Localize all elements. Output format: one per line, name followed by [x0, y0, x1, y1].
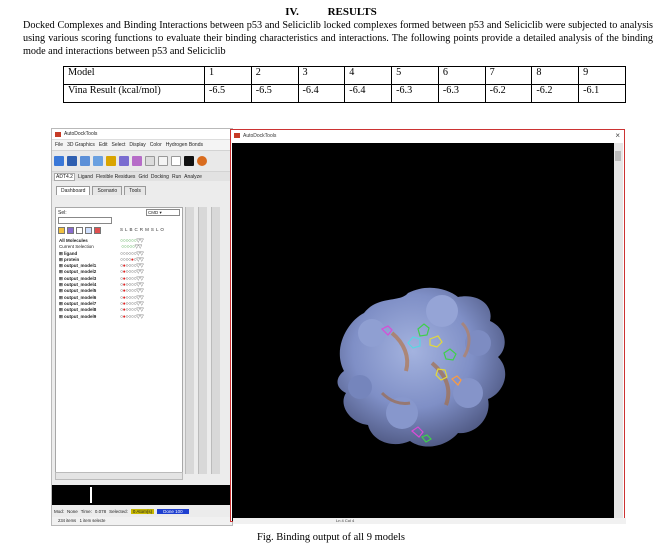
timeline-knob[interactable] — [90, 487, 92, 503]
toggle-row[interactable]: ○●○○○○▽▽ — [120, 269, 144, 276]
status-time-value: 0.078 — [94, 509, 107, 514]
protein-surface-render — [232, 143, 614, 521]
text-icon[interactable] — [171, 156, 181, 166]
toggle-row[interactable]: ○○○○○▽▽ — [120, 244, 142, 251]
pointer-icon[interactable] — [58, 227, 65, 234]
model-cell: 5 — [392, 67, 439, 85]
open-icon[interactable] — [54, 156, 64, 166]
vina-cell: -6.3 — [438, 85, 485, 103]
tree-item[interactable]: All Molecules — [59, 238, 88, 243]
close-icon[interactable]: × — [615, 131, 620, 140]
columns-header: S L B C R M S L O — [120, 227, 165, 232]
tree-item[interactable]: ⊞ protein — [59, 256, 80, 262]
tree-item[interactable]: ⊞ output_model8 — [59, 307, 97, 313]
edit-icon[interactable] — [67, 227, 74, 234]
tree-item-label: output_model2 — [64, 269, 97, 275]
panel-divider[interactable] — [185, 207, 194, 474]
adt-logo-icon — [55, 132, 61, 137]
viewer-window — [230, 129, 625, 522]
menu-file[interactable]: File — [55, 142, 64, 148]
table-row-vina — [64, 85, 626, 103]
adt-title: AutoDockTools — [64, 131, 98, 137]
undo-icon[interactable] — [80, 156, 90, 166]
tree-item[interactable]: ⊞ output_model5 — [59, 288, 97, 294]
section-heading — [0, 6, 662, 18]
tab-analyze[interactable]: Analyze — [184, 173, 202, 180]
status-mod-label: Mod: — [54, 509, 65, 514]
panel-divider[interactable] — [198, 207, 207, 474]
tree-item[interactable]: ⊞ ligand — [59, 250, 78, 256]
toggle-row[interactable]: ○●○○○○▽▽ — [120, 282, 144, 289]
status-items: 234 items — [58, 518, 77, 523]
tree-item-label: ligand — [64, 250, 78, 256]
tab-adt[interactable]: ADT4.2 — [56, 173, 73, 180]
viewer-canvas[interactable] — [232, 143, 614, 521]
menu-select[interactable]: Select — [111, 142, 126, 148]
tab-flexible-residues[interactable]: Flexible Residues — [95, 173, 136, 180]
model-cell: 3 — [298, 67, 345, 85]
menu-hydrogen-bonds[interactable]: Hydrogen Bonds — [165, 142, 203, 148]
model-cell: 8 — [532, 67, 579, 85]
panel-hscrollbar[interactable] — [55, 472, 183, 480]
tree-item[interactable]: ⊞ output_model7 — [59, 300, 97, 306]
vina-results-table — [63, 66, 626, 103]
toggle-row[interactable]: ○●○○○○▽▽ — [120, 313, 144, 320]
menu-3d-graphics[interactable]: 3D Graphics — [67, 142, 95, 148]
toggle-row[interactable]: ○●○○○○▽▽ — [120, 307, 144, 314]
tree-item-label: output_model3 — [64, 275, 97, 281]
status-done: Done 100 — [157, 509, 189, 514]
model-cell: 1 — [205, 67, 252, 85]
tree-item-label: protein — [64, 256, 80, 262]
viewer-scrollbar[interactable] — [614, 143, 623, 521]
model-cell: 4 — [345, 67, 392, 85]
tree-item[interactable]: ⊞ output_model2 — [59, 269, 97, 275]
status-selected-value: 0 Atom(s) — [132, 509, 153, 514]
display-toggles — [120, 238, 143, 320]
viewer-logo-icon — [234, 133, 240, 138]
tree-item-label: output_model5 — [64, 288, 97, 294]
adt-toolbar — [52, 150, 232, 172]
table-row-model — [64, 67, 626, 85]
vina-cell: -6.4 — [298, 85, 345, 103]
status-selected-label: Selected: — [109, 509, 128, 514]
tree-item[interactable]: ⊞ output_model9 — [59, 313, 97, 319]
dashboard-panel — [55, 207, 183, 474]
tree-item[interactable]: ⊞ output_model4 — [59, 282, 97, 288]
bond-icon[interactable] — [132, 156, 142, 166]
model-cell: 6 — [438, 67, 485, 85]
tree-item[interactable]: ⊞ output_model6 — [59, 294, 97, 300]
adt-menubar — [52, 140, 232, 150]
lines-icon[interactable] — [158, 156, 168, 166]
vina-header: Vina Result (kcal/mol) — [64, 85, 205, 103]
viewer-title: AutoDockTools — [243, 132, 277, 139]
toggle-row[interactable]: ○○○○●○▽▽ — [120, 256, 144, 263]
tree-item-label: output_model9 — [64, 313, 97, 319]
black-bg-icon[interactable] — [184, 156, 194, 166]
toggle-row[interactable]: ○○○○○○▽▽ — [120, 250, 144, 257]
adt-statusbar-secondary — [52, 517, 233, 525]
panel-divider[interactable] — [211, 207, 220, 474]
color-wheel-icon[interactable] — [197, 156, 207, 166]
adt-statusbar — [52, 507, 233, 516]
section-title: RESULTS — [327, 6, 377, 18]
sel-label: Sel: — [58, 209, 67, 216]
status-selected-items: 1 item selecte — [79, 518, 106, 523]
tree-item-label: output_model6 — [64, 294, 97, 300]
molecule-tree — [59, 238, 121, 320]
cmd-label: CMD — [148, 210, 159, 215]
delete-icon[interactable] — [94, 227, 101, 234]
tree-item[interactable]: ⊞ output_model3 — [59, 275, 97, 281]
zoom-icon[interactable] — [85, 227, 92, 234]
section-number: IV. — [285, 6, 299, 18]
model-cell: 7 — [485, 67, 532, 85]
timeline-bar[interactable] — [52, 485, 233, 505]
tree-item-label: output_model7 — [64, 300, 97, 306]
figure-caption: Fig. Binding output of all 9 models — [257, 532, 405, 543]
tree-item[interactable]: ⊞ output_model1 — [59, 263, 97, 269]
molecule-icon[interactable] — [119, 156, 129, 166]
cmd-dropdown[interactable]: CMD ▾ — [146, 209, 180, 216]
selection-row — [56, 208, 182, 217]
tree-item-label: output_model1 — [64, 263, 97, 269]
vina-cell: -6.2 — [485, 85, 532, 103]
status-mod-value: None — [67, 509, 78, 514]
model-cell: 9 — [579, 67, 626, 85]
vina-cell: -6.5 — [251, 85, 298, 103]
adt-main-window — [51, 128, 233, 526]
tab-grid[interactable]: Grid — [138, 173, 148, 180]
results-paragraph: Docked Complexes and Binding Interactions between p53 and Seliciclib locked complexes formed between p53 and Seliciclib were subjected to analysis using various scoring functions to evaluate their binding characteristics and interactions. The following points provide a detailed analysis of the binding mode and interactions between p53 and Seliciclib — [23, 20, 653, 57]
toggle-row[interactable]: ○●○○○○▽▽ — [120, 275, 144, 282]
vina-cell: -6.2 — [532, 85, 579, 103]
model-cell: 2 — [251, 67, 298, 85]
menu-display[interactable]: Display — [129, 142, 146, 148]
label-icon[interactable] — [145, 156, 155, 166]
tab-ligand[interactable]: Ligand — [77, 173, 93, 180]
redo-icon[interactable] — [93, 156, 103, 166]
toggle-row[interactable]: ○○○○○○▽▽ — [120, 238, 144, 244]
tab-dashboard[interactable]: Dashboard — [56, 186, 90, 195]
toggle-row[interactable]: ○●○○○○▽▽ — [120, 288, 144, 295]
viewer-status-text: Ln 4 Col 4 — [336, 518, 355, 523]
vina-cell: -6.5 — [205, 85, 252, 103]
vina-cell: -6.1 — [579, 85, 626, 103]
tree-item[interactable]: Current Selection — [59, 244, 94, 250]
tree-item-label: output_model8 — [64, 307, 97, 313]
tree-item-label: output_model4 — [64, 282, 97, 288]
panel-tab-row — [52, 184, 232, 195]
viewer-scroll-thumb[interactable] — [615, 151, 621, 161]
viewer-titlebar — [231, 130, 624, 141]
pencil-icon[interactable] — [106, 156, 116, 166]
menu-edit[interactable]: Edit — [98, 142, 108, 148]
tab-run[interactable]: Run — [171, 173, 182, 180]
adt-titlebar — [52, 129, 232, 140]
status-time-label: Time: — [80, 509, 92, 514]
toggle-row[interactable]: ○●○○○○▽▽ — [120, 300, 144, 307]
protein-surface — [338, 288, 506, 447]
text-a-icon[interactable] — [76, 227, 83, 234]
adt-tab-row — [52, 172, 232, 181]
save-icon[interactable] — [67, 156, 77, 166]
menu-color[interactable]: Color — [149, 142, 162, 148]
tab-scenario[interactable]: Scenario — [92, 186, 122, 195]
toggle-row[interactable]: ○●○○○○▽▽ — [120, 294, 144, 301]
tab-docking[interactable]: Docking — [150, 173, 169, 180]
vina-cell: -6.3 — [392, 85, 439, 103]
vina-cell: -6.4 — [345, 85, 392, 103]
model-header: Model — [64, 67, 205, 85]
viewer-statusbar — [233, 518, 626, 524]
toggle-row[interactable]: ○●○○○○▽▽ — [120, 263, 144, 270]
tab-tools[interactable]: Tools — [124, 186, 146, 195]
selection-input[interactable] — [58, 217, 112, 224]
